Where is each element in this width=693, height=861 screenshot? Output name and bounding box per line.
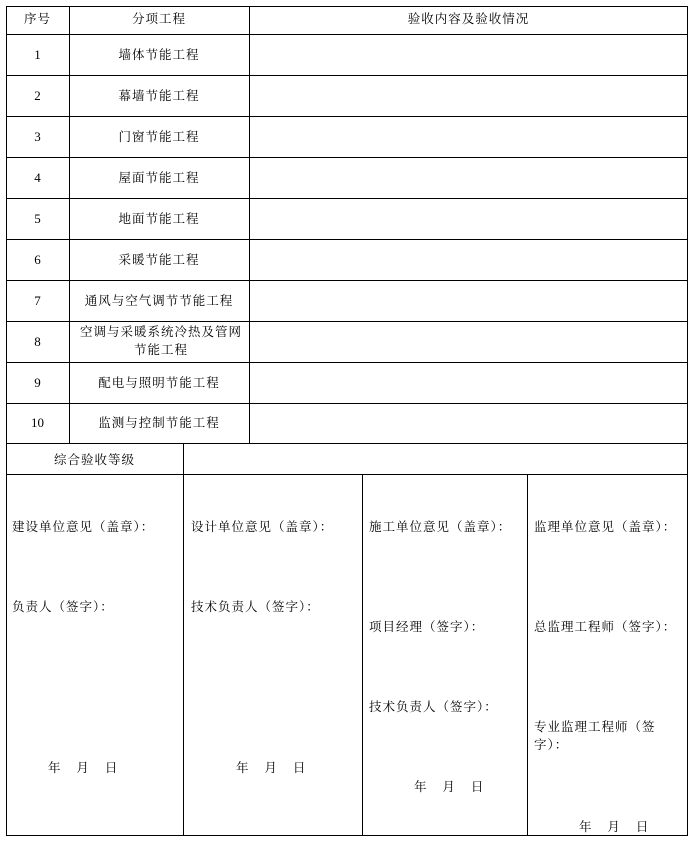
row-number: 8 xyxy=(34,334,41,349)
supervision-unit-date: 年 月 日 xyxy=(579,819,650,834)
contractor-unit-date: 年 月 日 xyxy=(414,779,485,794)
row-project-name: 通风与空气调节节能工程 xyxy=(84,293,234,308)
header-seq: 序号 xyxy=(23,11,51,26)
row-project-name: 空调与采暖系统冷热及管网节能工程 xyxy=(79,324,242,357)
row-project-name: 配电与照明节能工程 xyxy=(98,375,220,390)
row-divider xyxy=(6,75,688,76)
row-project-name: 幕墙节能工程 xyxy=(118,88,200,103)
row-project-name: 门窗节能工程 xyxy=(118,129,200,144)
row-divider xyxy=(6,474,688,475)
row-divider xyxy=(6,116,688,117)
row-number: 4 xyxy=(34,170,41,185)
row-divider xyxy=(6,239,688,240)
column-divider xyxy=(249,6,250,443)
row-project-name: 采暖节能工程 xyxy=(118,252,200,267)
overall-grade-label: 综合验收等级 xyxy=(53,452,135,467)
design-unit-opinion: 设计单位意见（盖章）： xyxy=(191,519,334,534)
row-number: 6 xyxy=(34,252,41,267)
row-project-name: 地面节能工程 xyxy=(118,211,200,226)
contractor-unit-manager: 项目经理（签字）： xyxy=(369,619,485,634)
design-unit-person: 技术负责人（签字）： xyxy=(191,599,320,614)
row-divider xyxy=(6,443,688,444)
row-project-name: 墙体节能工程 xyxy=(118,47,200,62)
row-divider xyxy=(6,198,688,199)
supervision-unit-opinion: 监理单位意见（盖章）： xyxy=(534,519,677,534)
construction-unit-opinion: 建设单位意见（盖章）： xyxy=(12,519,155,534)
contractor-unit-opinion: 施工单位意见（盖章）： xyxy=(369,519,512,534)
construction-unit-person: 负责人（签字）： xyxy=(12,599,114,614)
supervision-unit-specialist: 专业监理工程师（签字）： xyxy=(534,719,656,752)
design-unit-date: 年 月 日 xyxy=(236,760,307,775)
row-number: 7 xyxy=(34,293,41,308)
contractor-unit-person: 技术负责人（签字）： xyxy=(369,699,498,714)
column-divider xyxy=(527,474,528,836)
column-divider xyxy=(362,474,363,836)
row-divider xyxy=(6,321,688,322)
row-number: 10 xyxy=(31,415,44,430)
header-project: 分项工程 xyxy=(131,11,186,26)
supervision-unit-chief: 总监理工程师（签字）： xyxy=(534,619,677,634)
row-number: 2 xyxy=(34,88,41,103)
row-number: 3 xyxy=(34,129,41,144)
row-number: 5 xyxy=(34,211,41,226)
row-number: 9 xyxy=(34,375,41,390)
header-content: 验收内容及验收情况 xyxy=(407,11,530,26)
row-project-name: 屋面节能工程 xyxy=(118,170,200,185)
row-divider xyxy=(6,403,688,404)
row-divider xyxy=(6,157,688,158)
construction-unit-date: 年 月 日 xyxy=(48,760,119,775)
row-divider xyxy=(6,280,688,281)
column-divider xyxy=(183,443,184,836)
row-divider xyxy=(6,362,688,363)
row-number: 1 xyxy=(34,47,41,62)
row-project-name: 监测与控制节能工程 xyxy=(98,415,220,430)
row-divider xyxy=(6,34,688,35)
